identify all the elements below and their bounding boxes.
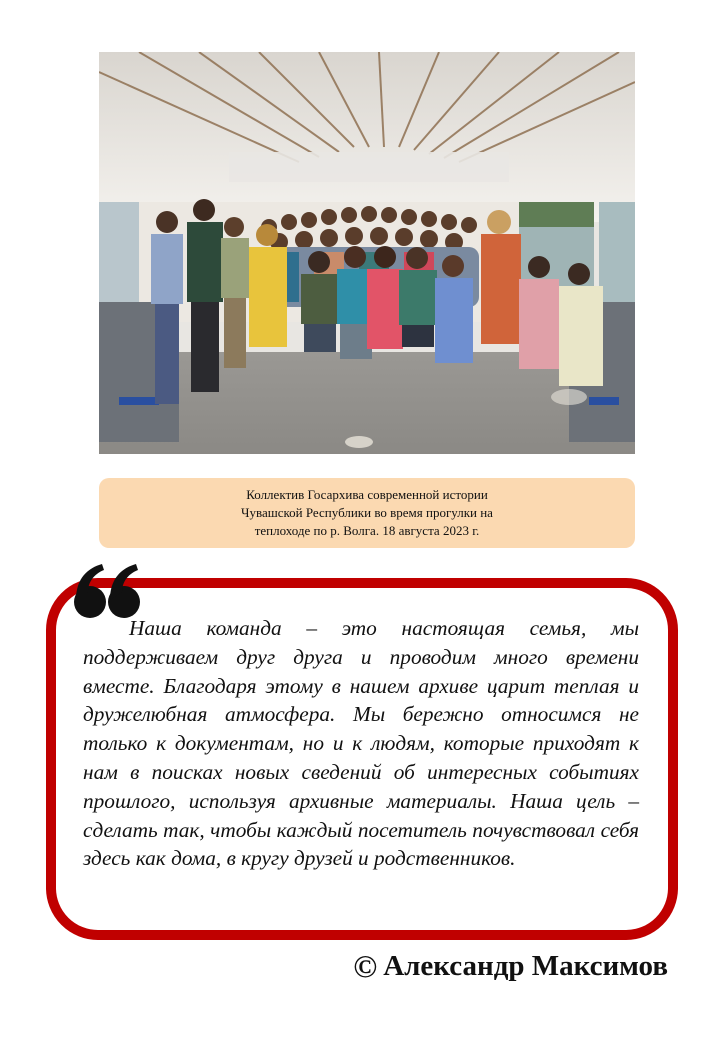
caption-text: Коллектив Госархива современной истории Чувашской Республики во время прогулки на теплоходе по р. Волга. 18 августа 2023 г. (241, 487, 493, 538)
author-name: Александр Максимов (383, 950, 668, 982)
quote-text: Наша команда – это настоящая семья, мы поддерживаем друг друга и проводим много времени вместе. Благодаря этому в нашем архиве царит теплая и дружелюбная атмосфера. Мы бережно относимся не только к документам, но и к людям, которые приходят к нам в поисках новых сведений об интересных событиях прошлого, используя архивные материалы. Наша цель – сделать так, чтобы каждый посетитель почувствовал себя здесь как дома, в кругу друзей и родственников. (83, 616, 639, 871)
group-photo (99, 52, 635, 454)
photo-caption (99, 478, 635, 548)
author-signature (353, 948, 668, 985)
copyright-icon: © (353, 948, 378, 984)
group-photo-image (99, 52, 635, 454)
